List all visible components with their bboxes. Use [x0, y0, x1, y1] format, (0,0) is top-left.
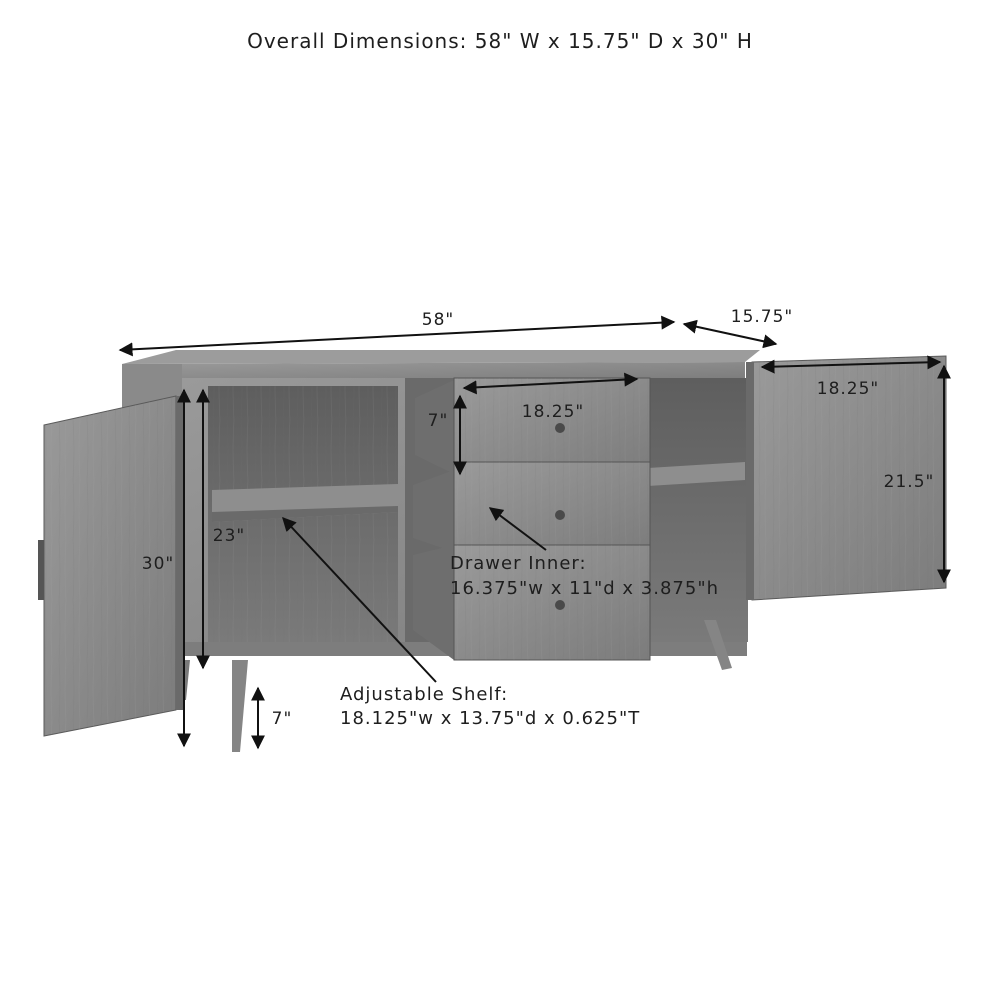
- overall-depth-label: 15.75": [730, 307, 794, 327]
- overall-height-label: 30": [141, 554, 175, 574]
- leg-front-left: [232, 660, 248, 752]
- door-height-label: 21.5": [883, 472, 935, 492]
- door-width-label: 18.25": [816, 379, 880, 399]
- adjustable-shelf-value: 18.125"w x 13.75"d x 0.625"T: [340, 708, 641, 729]
- door-handle: [38, 540, 44, 600]
- drawer-inner-heading: Drawer Inner:: [450, 553, 587, 574]
- adjustable-shelf-heading: Adjustable Shelf:: [340, 684, 509, 705]
- cabinet-top: [122, 350, 760, 364]
- leg-height-label: 7": [271, 709, 293, 729]
- overall-width-label: 58": [421, 310, 455, 330]
- drawer-width-label: 18.25": [521, 402, 585, 422]
- width-dimension-line: [120, 322, 674, 350]
- drawer-inner-value: 16.375"w x 11"d x 3.875"h: [450, 578, 720, 599]
- cabinet-top-edge: [122, 362, 745, 380]
- depth-dimension-line: [684, 324, 776, 344]
- page-title: Overall Dimensions: 58" W x 15.75" D x 30" H: [247, 29, 753, 53]
- drawer-height-label: 7": [427, 411, 449, 431]
- drawer-top: [415, 378, 650, 474]
- interior-height-label: 23": [212, 526, 246, 546]
